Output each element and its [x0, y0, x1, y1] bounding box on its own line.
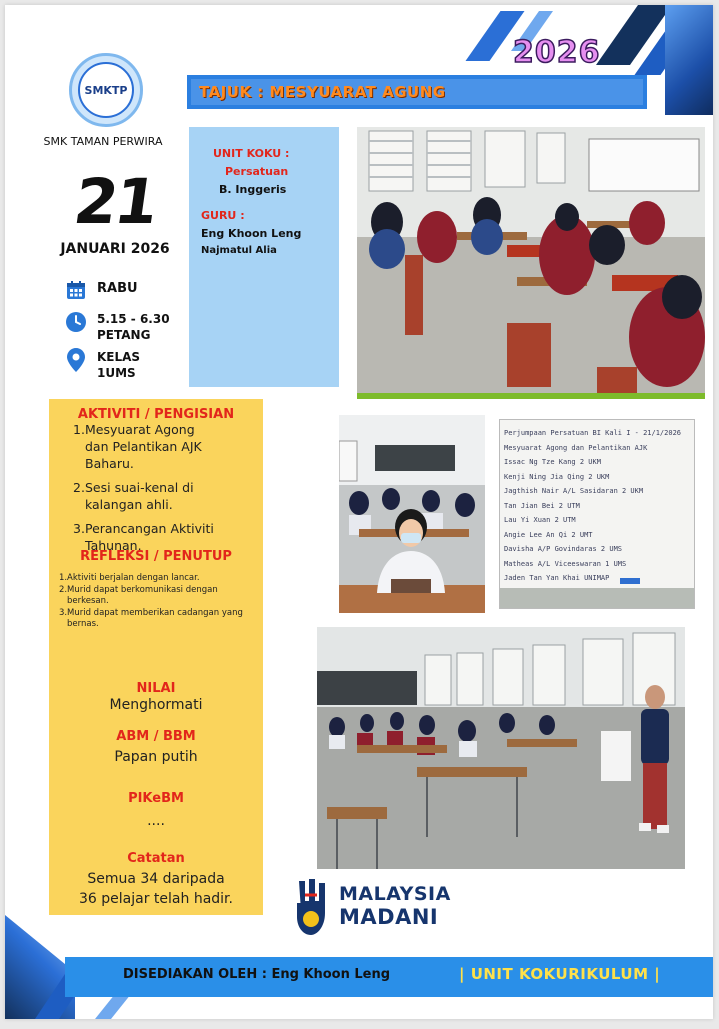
madani-line-1: MALAYSIA — [339, 883, 451, 905]
activity-item — [73, 421, 259, 472]
reflection-number: 3. — [59, 608, 68, 618]
schedule-day: RABU — [97, 281, 138, 296]
schedule-time-period: PETANG — [97, 328, 151, 342]
clock-icon — [65, 311, 87, 333]
month-year: JANUARI 2026 — [60, 241, 170, 257]
title-bar — [187, 75, 647, 109]
pikebm-value: .... — [147, 813, 165, 829]
whiteboard-line: Tan Jian Bei 2 UTM — [504, 501, 580, 510]
reflection-list — [59, 573, 255, 630]
teacher-label: GURU : — [201, 209, 245, 222]
whiteboard-line: Kenji Ning Jia Qing 2 UKM — [504, 472, 610, 481]
year-badge: 2026 — [513, 35, 601, 70]
whiteboard-photo — [499, 419, 695, 609]
classroom-photo-3 — [317, 627, 685, 869]
map-pin-icon — [65, 349, 87, 371]
abm-value: Papan putih — [114, 749, 198, 765]
reflection-title: REFLEKSI / PENUTUP — [80, 549, 232, 564]
poster-page — [5, 5, 713, 1019]
unit-type: Persatuan — [225, 165, 289, 178]
school-name: SMK TAMAN PERWIRA — [43, 135, 163, 148]
whiteboard-line: Jaden Tan Yan Khai UNIMAP — [504, 574, 610, 582]
whiteboard-line: Matheas A/L Viceeswaran 1 UMS — [504, 559, 627, 568]
activity-panel — [49, 399, 263, 915]
activity-line: kalangan ahli. — [85, 497, 173, 512]
whiteboard-ledge — [500, 588, 694, 608]
activities-list — [73, 421, 259, 554]
malaysia-madani-logo — [295, 877, 331, 937]
activity-line: Sesi suai-kenal di — [85, 480, 194, 495]
schedule-time — [97, 311, 170, 343]
reflection-item — [59, 573, 255, 584]
unit-label: UNIT KOKU : — [213, 147, 290, 160]
activity-number: 1. — [73, 422, 85, 437]
pikebm-label: PIKeBM — [128, 791, 184, 806]
nilai-label: NILAI — [136, 681, 176, 696]
activity-line: Mesyuarat Agong — [85, 422, 195, 437]
reflection-text: Murid dapat berkomunikasi dengan berkesan. — [67, 585, 218, 606]
abm-label: ABM / BBM — [116, 729, 196, 744]
whiteboard-line: Issac Ng Tze Kang 2 UKM — [504, 458, 601, 466]
catatan-line-1: Semua 34 daripada — [87, 871, 225, 887]
school-logo-text: SMKTP — [78, 62, 134, 118]
schedule-venue-row — [65, 349, 140, 381]
activity-number: 3. — [73, 521, 85, 536]
decor-corner — [665, 5, 713, 115]
reflection-text: Aktiviti berjalan dengan lancar. — [67, 573, 200, 583]
whiteboard-line: Angie Lee An Qi 2 UMT — [504, 530, 593, 539]
activity-line: Baharu. — [85, 456, 134, 471]
reflection-text: Murid dapat memberikan cadangan yang bernas. — [67, 608, 243, 629]
reflection-item — [59, 585, 255, 607]
whiteboard-text — [504, 426, 690, 586]
madani-line-2: MADANI — [339, 905, 439, 929]
whiteboard-line: Mesyuarat Agong dan Pelantikan AJK — [504, 443, 648, 452]
classroom-photo-1 — [357, 127, 705, 399]
schedule-time-range: 5.15 - 6.30 — [97, 312, 170, 326]
reflection-number: 1. — [59, 573, 68, 583]
activity-item — [73, 479, 259, 513]
activity-line: Perancangan Aktiviti — [85, 521, 214, 536]
footer-unit: | UNIT KOKURIKULUM | — [459, 965, 661, 983]
activity-number: 2. — [73, 480, 85, 495]
school-logo — [69, 53, 143, 127]
schedule-day-row — [65, 279, 138, 301]
whiteboard-line: Jagthish Nair A/L Sasidaran 2 UKM — [504, 487, 644, 495]
unit-panel — [189, 127, 339, 387]
calendar-icon — [65, 279, 87, 301]
schedule-venue-class: 1UMS — [97, 366, 136, 380]
reflection-item — [59, 608, 255, 630]
schedule-venue — [97, 349, 140, 381]
reflection-number: 2. — [59, 585, 68, 595]
classroom-photo-2 — [339, 415, 485, 613]
whiteboard-line: Perjumpaan Persatuan BI Kali I - 21/1/2026 — [504, 429, 682, 437]
page-title: TAJUK : MESYUARAT AGUNG — [199, 83, 446, 101]
catatan-line-2: 36 pelajar telah hadir. — [79, 891, 233, 907]
nilai-value: Menghormati — [109, 697, 203, 713]
catatan-label: Catatan — [127, 851, 185, 866]
marker-icon — [620, 578, 640, 584]
schedule-venue-label: KELAS — [97, 350, 141, 364]
activity-line: dan Pelantikan AJK — [85, 439, 202, 454]
teacher-1: Eng Khoon Leng — [201, 227, 302, 240]
activities-title: AKTIVITI / PENGISIAN — [77, 407, 235, 422]
unit-name: B. Inggeris — [219, 183, 287, 196]
prepared-by: DISEDIAKAN OLEH : Eng Khoon Leng — [123, 967, 391, 982]
activity-line: Tahunan. — [85, 538, 142, 553]
whiteboard-line: Davisha A/P Govindaras 2 UMS — [504, 545, 623, 553]
title-bar-inner — [191, 79, 643, 105]
schedule-time-row — [65, 311, 170, 343]
teacher-2: Najmatul Alia — [201, 245, 277, 256]
day-number: 21 — [69, 165, 161, 238]
whiteboard-line: Lau Yi Xuan 2 UTM — [504, 516, 576, 524]
